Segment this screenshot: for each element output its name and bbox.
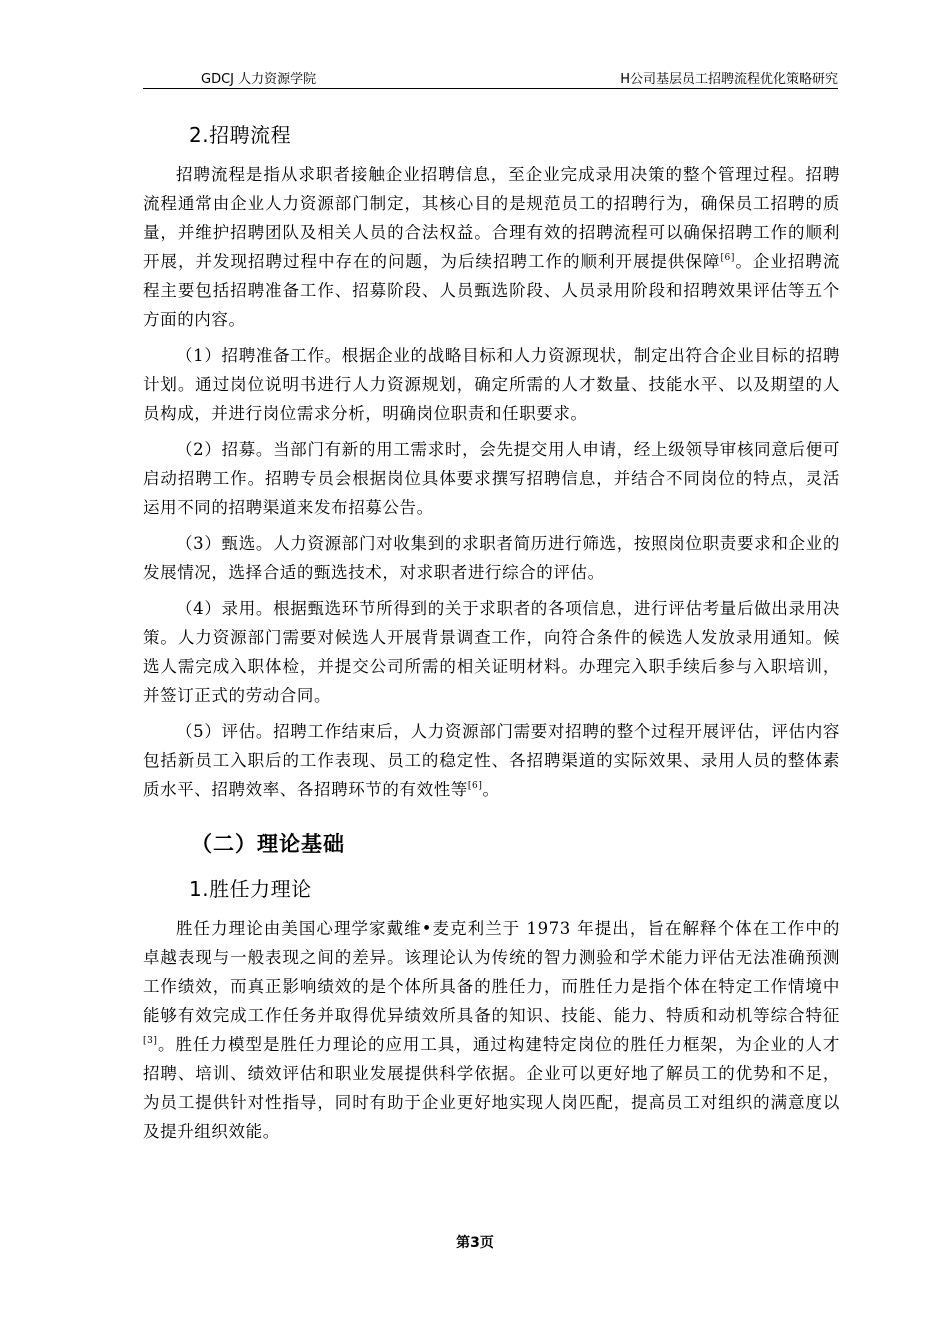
page-number: 第3页 xyxy=(456,1235,494,1251)
paragraph-item-2: （2）招募。当部门有新的用工需求时，会先提交用人申请，经上级领导审核同意后便可启动招聘工作。招聘专员会根据岗位具体要求撰写招聘信息，并结合不同岗位的特点，灵活运用不同的招聘渠道来发布招募公告。 xyxy=(143,440,840,517)
paragraph-item-4: （4）录用。根据甄选环节所得到的关于求职者的各项信息，进行评估考量后做出录用决策。人力资源部门需要对候选人开展背景调查工作，向符合条件的候选人发放录用通知。候选人需完成入职体检，并提交公司所需的相关证明材料。办理完入职手续后参与入职培训，并签订正式的劳动合同。 xyxy=(143,599,840,705)
header-school: GDCJ 人力资源学院 xyxy=(201,72,317,87)
page-content xyxy=(143,118,840,1146)
intro-text-b: 。企业招聘流程主要包括招聘准备工作、招募阶段、人员甄选阶段、人员录用阶段和招聘效果评估等五个方面的内容。 xyxy=(143,252,840,329)
item5-text-b: 。 xyxy=(482,780,500,799)
citation-ref: [3] xyxy=(143,1036,158,1046)
competency-text-a: 胜任力理论由美国心理学家戴维•麦克利兰于 1973 年提出，旨在解释个体在工作中的卓越表现与一般表现之间的差异。该理论认为传统的智力测验和学术能力评估无法准确预测工作绩效，而真正影响绩效的是个体所具备的胜任力，而胜任力是指个体在特定工作情境中能够有效完成工作任务并取得优异绩效所具备的知识、技能、能力、特质和动机等综合特征 xyxy=(143,919,840,1025)
competency-text-b: 。胜任力模型是胜任力理论的应用工具，通过构建特定岗位的胜任力框架，为企业的人才招聘、培训、绩效评估和职业发展提供科学依据。企业可以更好地了解员工的优势和不足，为员工提供针对性指导，同时有助于企业更好地实现人岗匹配，提高员工对组织的满意度以及提升组织效能。 xyxy=(143,1035,840,1141)
paragraph-competency xyxy=(143,914,840,1146)
paragraph-item-3: （3）甄选。人力资源部门对收集到的求职者简历进行筛选，按照岗位职责要求和企业的发展情况，选择合适的甄选技术，对求职者进行综合的评估。 xyxy=(143,534,840,582)
header-thesis-title: H公司基层员工招聘流程优化策略研究 xyxy=(620,72,838,87)
paragraph-item-1: （1）招聘准备工作。根据企业的战略目标和人力资源现状，制定出符合企业目标的招聘计划。通过岗位说明书进行人力资源规划，确定所需的人才数量、技能水平、以及期望的人员构成，并进行岗位需求分析，明确岗位职责和任职要求。 xyxy=(143,346,840,423)
citation-ref: [6] xyxy=(467,781,483,791)
paragraph-intro xyxy=(143,160,840,334)
citation-ref: [6] xyxy=(720,253,735,263)
subsection-heading-competency: 1.胜任力理论 xyxy=(189,877,312,901)
intro-text-a: 招聘流程是指从求职者接触企业招聘信息，至企业完成录用决策的整个管理过程。招聘流程通常由企业人力资源部门制定，其核心目的是规范员工的招聘行为，确保员工招聘的质量，并维护招聘团队及相关人员的合法权益。合理有效的招聘流程可以确保招聘工作的顺利开展，并发现招聘过程中存在的问题，为后续招聘工作的顺利开展提供保障 xyxy=(143,165,840,271)
item5-text-a: （5）评估。招聘工作结束后，人力资源部门需要对招聘的整个过程开展评估，评估内容包括新员工入职后的工作表现、员工的稳定性、各招聘渠道的实际效果、录用人员的整体素质水平、招聘效率、各招聘环节的有效性等 xyxy=(143,722,840,799)
section-heading-recruitment-process: 2.招聘流程 xyxy=(189,123,292,147)
section-heading-theory: （二）理论基础 xyxy=(191,832,345,856)
page-header xyxy=(143,66,838,89)
paragraph-item-5 xyxy=(143,717,840,804)
